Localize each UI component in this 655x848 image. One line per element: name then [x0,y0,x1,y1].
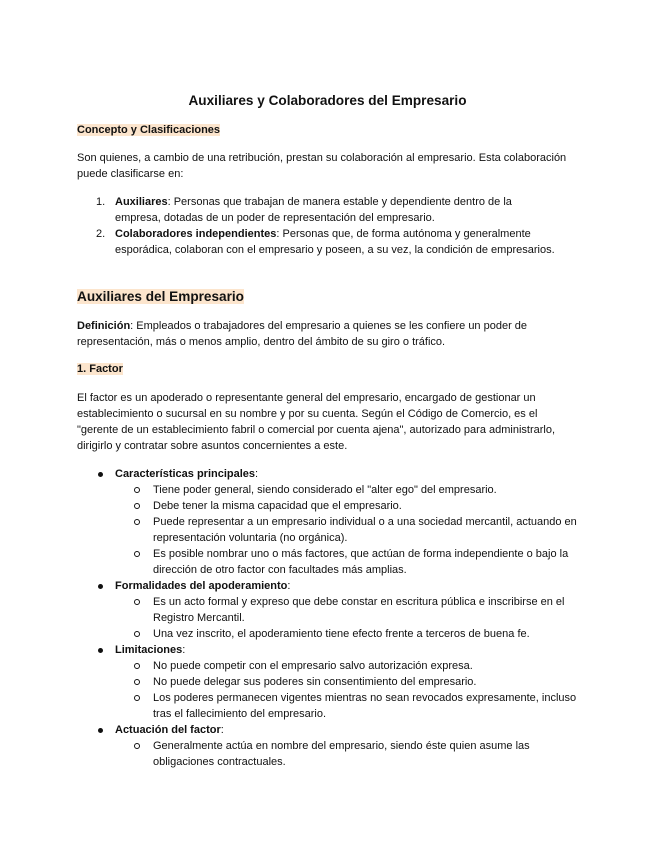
term-auxiliares: Auxiliares [115,196,168,208]
list-number: 2. [96,228,106,240]
sublist-text: No puede competir con el empresario salvo autorización expresa. [153,660,473,672]
sublist [115,594,577,642]
list-item [77,226,557,258]
concepto-heading-text: Concepto y Clasificaciones [77,124,221,136]
section-title: Actuación del factor [115,724,221,736]
term-separator: : [276,228,280,240]
concepto-heading [77,123,220,138]
sublist-text: Tiene poder general, siendo considerado el "alter ego" del empresario. [153,484,497,496]
factor-heading-text: 1. Factor [77,363,123,375]
circle-bullet-icon [134,599,140,605]
factor-intro: El factor es un apoderado o representante general del empresario, encargado de gestionar un establecimiento o sucursal en su nombre y por su cuenta. Según el Código de Comercio, es el "gerente de un establecimiento fabril o comercial por cuenta ajena", autorizado para administrarlo, dirigirlo y contratar sobre asuntos concernientes a este. [77,392,556,452]
sublist [115,482,577,578]
section-separator: : [287,580,291,592]
circle-bullet-icon [134,695,140,701]
sublist [115,738,577,770]
section-separator: : [182,644,186,656]
factor-heading [77,362,123,377]
sublist-item [115,594,577,626]
sublist [115,658,577,722]
section-title: Limitaciones [115,644,183,656]
circle-bullet-icon [134,551,140,557]
sublist-item [115,738,577,770]
definicion-separator: : [130,320,134,332]
sublist-item [115,498,577,514]
sublist-item [115,674,577,690]
section-item [77,466,577,578]
factor-sections [77,466,577,770]
sublist-text: Debe tener la misma capacidad que el empresario. [153,500,402,512]
definicion-paragraph [77,318,577,350]
sublist-text: No puede delegar sus poderes sin consentimiento del empresario. [153,676,477,688]
document-title: Auxiliares y Colaboradores del Empresario [188,93,467,108]
section-item [77,722,577,770]
list-item [77,194,557,226]
circle-bullet-icon [134,503,140,509]
section-title: Formalidades del apoderamiento [115,580,288,592]
term-separator: : [167,196,171,208]
definicion-term: Definición [77,320,131,332]
circle-bullet-icon [134,663,140,669]
circle-bullet-icon [134,631,140,637]
bullet-icon [98,648,103,653]
auxiliares-heading [77,288,244,306]
bullet-icon [98,728,103,733]
list-number: 1. [96,196,106,208]
circle-bullet-icon [134,519,140,525]
concepto-intro: Son quienes, a cambio de una retribución, prestan su colaboración al empresario. Esta colaboración puede clasificarse en: [77,152,567,180]
sublist-item [115,546,577,578]
sublist-text: Es posible nombrar uno o más factores, que actúan de forma independiente o bajo la dirección de otro factor con facultades más amplias. [153,548,569,576]
section-item [77,578,577,642]
bullet-icon [98,584,103,589]
sublist-text: Generalmente actúa en nombre del empresario, siendo éste quien asume las obligaciones contractuales. [153,740,530,768]
sublist-text: Es un acto formal y expreso que debe constar en escritura pública e inscribirse en el Registro Mercantil. [153,596,565,624]
section-separator: : [220,724,224,736]
circle-bullet-icon [134,743,140,749]
auxiliares-heading-text: Auxiliares del Empresario [77,289,244,304]
section-separator: : [255,468,259,480]
sublist-text: Puede representar a un empresario individual o a una sociedad mercantil, actuando en representación voluntaria (no orgánica). [153,516,577,544]
sublist-item [115,482,577,498]
definicion-text: Empleados o trabajadores del empresario a quienes se les confiere un poder de representación, más o menos amplio, dentro del ámbito de su giro o tráfico. [77,320,528,348]
circle-bullet-icon [134,487,140,493]
term-colaboradores: Colaboradores independientes [115,228,277,240]
sublist-text: Los poderes permanecen vigentes mientras no sean revocados expresamente, incluso tras el fallecimiento del empresario. [153,692,577,720]
circle-bullet-icon [134,679,140,685]
sublist-item [115,514,577,546]
sublist-text: Una vez inscrito, el apoderamiento tiene efecto frente a terceros de buena fe. [153,628,530,640]
sublist-item [115,690,577,722]
bullet-icon [98,472,103,477]
sublist-item [115,626,577,642]
sublist-item [115,658,577,674]
section-item [77,642,577,722]
section-title: Características principales [115,468,256,480]
clasificacion-list [77,194,557,258]
term-description: Personas que trabajan de manera estable y dependiente dentro de la empresa, dotadas de un poder de representación del empresario. [115,196,512,224]
term-description: Personas que, de forma autónoma y generalmente esporádica, colaboran con el empresario y poseen, a su vez, la condición de empresarios. [115,228,555,256]
